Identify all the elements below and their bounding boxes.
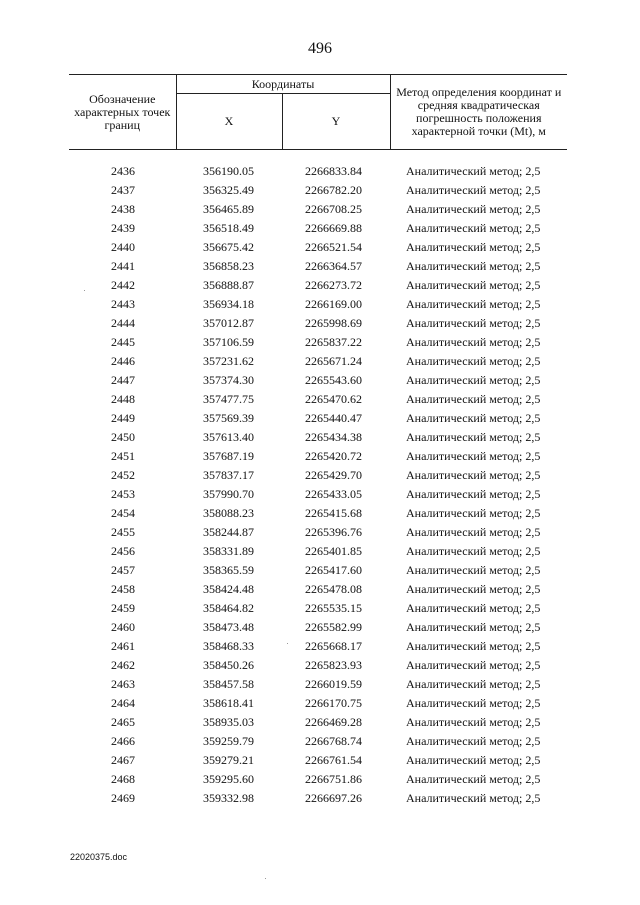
x-coordinate-cell: 358244.87 (203, 525, 254, 539)
point-number-cell: 2462 (111, 658, 135, 672)
method-cell: Аналитический метод; 2,5 (406, 335, 541, 349)
x-coordinate-cell: 357837.17 (203, 468, 254, 482)
table-row (69, 523, 567, 542)
point-number-cell: 2469 (111, 791, 135, 805)
x-coordinate-cell: 357374.30 (203, 373, 254, 387)
table-row (69, 447, 567, 466)
point-number-cell: 2453 (111, 487, 135, 501)
x-coordinate-cell: 356190.05 (203, 164, 254, 178)
point-number-cell: 2437 (111, 183, 135, 197)
y-coordinate-cell: 2265396.76 (305, 525, 362, 539)
method-cell: Аналитический метод; 2,5 (406, 696, 541, 710)
y-coordinate-cell: 2265420.72 (305, 449, 362, 463)
point-number-cell: 2467 (111, 753, 135, 767)
method-cell: Аналитический метод; 2,5 (406, 468, 541, 482)
table-row (69, 542, 567, 561)
point-number-cell: 2452 (111, 468, 135, 482)
point-number-cell: 2445 (111, 335, 135, 349)
scan-speck (265, 878, 266, 879)
method-cell: Аналитический метод; 2,5 (406, 278, 541, 292)
table-row (69, 371, 567, 390)
method-cell: Аналитический метод; 2,5 (406, 525, 541, 539)
point-number-cell: 2461 (111, 639, 135, 653)
x-coordinate-cell: 359332.98 (203, 791, 254, 805)
x-coordinate-cell: 356888.87 (203, 278, 254, 292)
method-cell: Аналитический метод; 2,5 (406, 620, 541, 634)
y-coordinate-cell: 2265415.68 (305, 506, 362, 520)
table-row (69, 219, 567, 238)
x-coordinate-cell: 358618.41 (203, 696, 254, 710)
table-row (69, 694, 567, 713)
table-row (69, 675, 567, 694)
method-cell: Аналитический метод; 2,5 (406, 411, 541, 425)
point-number-cell: 2450 (111, 430, 135, 444)
method-cell: Аналитический метод; 2,5 (406, 734, 541, 748)
y-coordinate-cell: 2266521.54 (305, 240, 362, 254)
table-header (69, 75, 567, 150)
point-number-cell: 2443 (111, 297, 135, 311)
y-coordinate-cell: 2265434.38 (305, 430, 362, 444)
point-number-cell: 2449 (111, 411, 135, 425)
table-row (69, 789, 567, 808)
y-coordinate-cell: 2265668.17 (305, 639, 362, 653)
point-number-cell: 2451 (111, 449, 135, 463)
table-row (69, 257, 567, 276)
table-row (69, 770, 567, 789)
method-cell: Аналитический метод; 2,5 (406, 582, 541, 596)
point-label-header: Обозначение характерных точек границ (69, 75, 176, 150)
method-cell: Аналитический метод; 2,5 (406, 772, 541, 786)
table-row (69, 485, 567, 504)
y-coordinate-cell: 2265998.69 (305, 316, 362, 330)
method-cell: Аналитический метод; 2,5 (406, 259, 541, 273)
y-coordinate-cell: 2265470.62 (305, 392, 362, 406)
method-cell: Аналитический метод; 2,5 (406, 183, 541, 197)
point-number-cell: 2463 (111, 677, 135, 691)
point-number-cell: 2455 (111, 525, 135, 539)
point-number-cell: 2438 (111, 202, 135, 216)
x-coordinate-cell: 358365.59 (203, 563, 254, 577)
y-coordinate-cell: 2266169.00 (305, 297, 362, 311)
coordinates-group-header: Координаты (176, 75, 390, 94)
y-coordinate-cell: 2266708.25 (305, 202, 362, 216)
method-cell: Аналитический метод; 2,5 (406, 753, 541, 767)
x-coordinate-cell: 357687.19 (203, 449, 254, 463)
method-cell: Аналитический метод; 2,5 (406, 715, 541, 729)
table-row (69, 599, 567, 618)
table-row (69, 200, 567, 219)
x-coordinate-cell: 359279.21 (203, 753, 254, 767)
x-coordinate-cell: 358464.82 (203, 601, 254, 615)
point-number-cell: 2468 (111, 772, 135, 786)
table-row (69, 390, 567, 409)
table-row (69, 276, 567, 295)
y-coordinate-cell: 2266469.28 (305, 715, 362, 729)
table-row (69, 504, 567, 523)
x-coordinate-cell: 357569.39 (203, 411, 254, 425)
x-coordinate-cell: 356934.18 (203, 297, 254, 311)
x-coordinate-cell: 356518.49 (203, 221, 254, 235)
x-coordinate-cell: 357231.62 (203, 354, 254, 368)
table-row (69, 333, 567, 352)
y-coordinate-cell: 2266751.86 (305, 772, 362, 786)
point-number-cell: 2447 (111, 373, 135, 387)
page-number: 496 (308, 40, 332, 57)
point-number-cell: 2442 (111, 278, 135, 292)
method-cell: Аналитический метод; 2,5 (406, 373, 541, 387)
y-coordinate-cell: 2266768.74 (305, 734, 362, 748)
point-number-cell: 2464 (111, 696, 135, 710)
method-cell: Аналитический метод; 2,5 (406, 677, 541, 691)
table-row (69, 732, 567, 751)
y-coordinate-cell: 2265440.47 (305, 411, 362, 425)
table-row (69, 295, 567, 314)
method-cell: Аналитический метод; 2,5 (406, 297, 541, 311)
point-number-cell: 2440 (111, 240, 135, 254)
table-row (69, 466, 567, 485)
scan-speck (84, 290, 85, 291)
method-cell: Аналитический метод; 2,5 (406, 791, 541, 805)
x-coordinate-cell: 357106.59 (203, 335, 254, 349)
table-row (69, 561, 567, 580)
method-cell: Аналитический метод; 2,5 (406, 506, 541, 520)
table-row (69, 713, 567, 732)
y-coordinate-cell: 2265417.60 (305, 563, 362, 577)
method-cell: Аналитический метод; 2,5 (406, 202, 541, 216)
table-row (69, 409, 567, 428)
x-coordinate-cell: 359259.79 (203, 734, 254, 748)
method-cell: Аналитический метод; 2,5 (406, 354, 541, 368)
x-coordinate-cell: 357990.70 (203, 487, 254, 501)
table-row (69, 238, 567, 257)
method-cell: Аналитический метод; 2,5 (406, 487, 541, 501)
point-number-cell: 2456 (111, 544, 135, 558)
x-coordinate-cell: 358473.48 (203, 620, 254, 634)
y-coordinate-cell: 2265582.99 (305, 620, 362, 634)
y-coordinate-cell: 2266170.75 (305, 696, 362, 710)
table-row (69, 656, 567, 675)
y-coordinate-cell: 2265429.70 (305, 468, 362, 482)
x-coordinate-cell: 359295.60 (203, 772, 254, 786)
y-coordinate-cell: 2266833.84 (305, 164, 362, 178)
method-cell: Аналитический метод; 2,5 (406, 639, 541, 653)
y-coordinate-cell: 2265543.60 (305, 373, 362, 387)
scan-speck (287, 643, 288, 644)
point-number-cell: 2460 (111, 620, 135, 634)
y-coordinate-cell: 2265478.08 (305, 582, 362, 596)
point-number-cell: 2457 (111, 563, 135, 577)
x-coordinate-cell: 358468.33 (203, 639, 254, 653)
table-row (69, 181, 567, 200)
y-coordinate-cell: 2266019.59 (305, 677, 362, 691)
table-row (69, 637, 567, 656)
method-cell: Аналитический метод; 2,5 (406, 563, 541, 577)
x-coordinate-cell: 357613.40 (203, 430, 254, 444)
x-coordinate-cell: 358088.23 (203, 506, 254, 520)
point-number-cell: 2439 (111, 221, 135, 235)
method-cell: Аналитический метод; 2,5 (406, 392, 541, 406)
x-coordinate-cell: 356675.42 (203, 240, 254, 254)
coordinates-table (69, 74, 567, 808)
table-row (69, 618, 567, 637)
y-coordinate-cell: 2265433.05 (305, 487, 362, 501)
point-number-cell: 2441 (111, 259, 135, 273)
x-coordinate-cell: 356325.49 (203, 183, 254, 197)
x-coordinate-cell: 357012.87 (203, 316, 254, 330)
y-coordinate-cell: 2266782.20 (305, 183, 362, 197)
y-coordinate-cell: 2265671.24 (305, 354, 362, 368)
table-row (69, 428, 567, 447)
method-cell: Аналитический метод; 2,5 (406, 544, 541, 558)
method-header: Метод определения координат и средняя квадратическая погрешность положения характерной точки (Mt), м (390, 75, 567, 150)
x-coordinate-cell: 357477.75 (203, 392, 254, 406)
y-coordinate-cell: 2266669.88 (305, 221, 362, 235)
x-coordinate-cell: 358331.89 (203, 544, 254, 558)
point-number-cell: 2466 (111, 734, 135, 748)
method-cell: Аналитический метод; 2,5 (406, 658, 541, 672)
method-cell: Аналитический метод; 2,5 (406, 449, 541, 463)
y-coordinate-cell: 2266273.72 (305, 278, 362, 292)
y-coordinate-cell: 2266364.57 (305, 259, 362, 273)
table-row (69, 751, 567, 770)
x-coordinate-cell: 358424.48 (203, 582, 254, 596)
y-header: Y (282, 94, 390, 150)
method-cell: Аналитический метод; 2,5 (406, 316, 541, 330)
point-number-cell: 2454 (111, 506, 135, 520)
y-coordinate-cell: 2265823.93 (305, 658, 362, 672)
y-coordinate-cell: 2266697.26 (305, 791, 362, 805)
point-number-cell: 2465 (111, 715, 135, 729)
x-coordinate-cell: 358935.03 (203, 715, 254, 729)
table-row (69, 314, 567, 333)
y-coordinate-cell: 2265837.22 (305, 335, 362, 349)
table-row (69, 352, 567, 371)
x-coordinate-cell: 358450.26 (203, 658, 254, 672)
y-coordinate-cell: 2265535.15 (305, 601, 362, 615)
method-cell: Аналитический метод; 2,5 (406, 164, 541, 178)
y-coordinate-cell: 2266761.54 (305, 753, 362, 767)
y-coordinate-cell: 2265401.85 (305, 544, 362, 558)
method-cell: Аналитический метод; 2,5 (406, 601, 541, 615)
x-coordinate-cell: 358457.58 (203, 677, 254, 691)
x-header: X (176, 94, 282, 150)
point-number-cell: 2436 (111, 164, 135, 178)
point-number-cell: 2446 (111, 354, 135, 368)
point-number-cell: 2458 (111, 582, 135, 596)
point-number-cell: 2444 (111, 316, 135, 330)
table-body (69, 150, 567, 809)
table-row (69, 580, 567, 599)
method-cell: Аналитический метод; 2,5 (406, 430, 541, 444)
point-number-cell: 2448 (111, 392, 135, 406)
method-cell: Аналитический метод; 2,5 (406, 221, 541, 235)
table-row (69, 162, 567, 181)
document-filename: 22020375.doc (70, 852, 128, 862)
x-coordinate-cell: 356465.89 (203, 202, 254, 216)
x-coordinate-cell: 356858.23 (203, 259, 254, 273)
method-cell: Аналитический метод; 2,5 (406, 240, 541, 254)
point-number-cell: 2459 (111, 601, 135, 615)
